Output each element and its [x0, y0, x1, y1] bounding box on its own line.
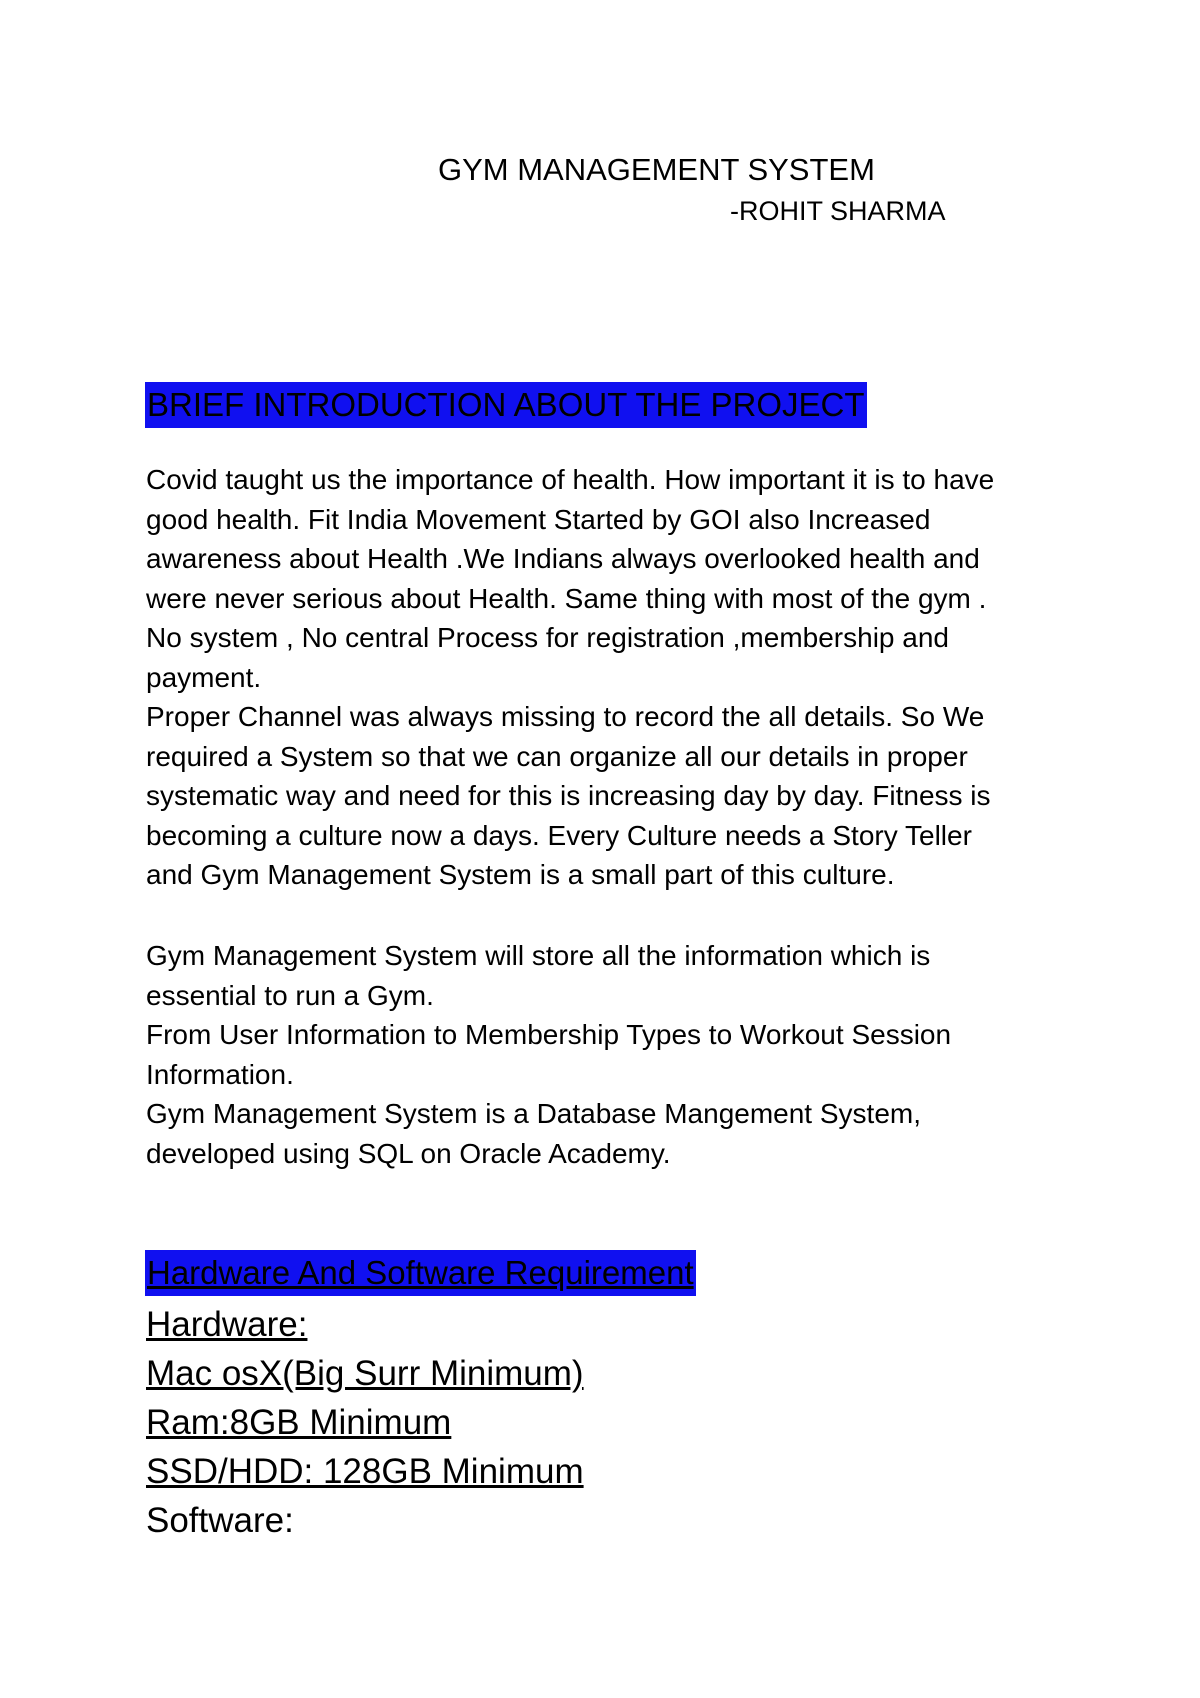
text-line: essential to run a Gym. — [146, 979, 434, 1011]
text-line: required a System so that we can organize all our details in proper — [146, 740, 968, 772]
text-line: Information. — [146, 1058, 294, 1090]
text-line: No system , No central Process for registration ,membership and — [146, 622, 949, 653]
text-line: developed using SQL on Oracle Academy. — [146, 1137, 671, 1169]
text-line: good health. Fit India Movement Started by GOI also Increased — [146, 503, 931, 535]
intro-paragraph — [146, 460, 1076, 895]
text-line: Proper Channel was always missing to record the all details. So We — [146, 701, 985, 732]
text-line: awareness about Health .We Indians always overlooked health and — [146, 543, 980, 574]
text-line: were never serious about Health. Same thing with most of the gym . — [146, 582, 987, 614]
text-line: payment. — [146, 661, 262, 693]
requirement-item: SSD/HDD: 128GB Minimum — [146, 1452, 584, 1491]
intro-heading: BRIEF INTRODUCTION ABOUT THE PROJECT — [145, 382, 867, 428]
document-author: -ROHIT SHARMA — [730, 196, 946, 226]
text-line: and Gym Management System is a small part of this culture. — [146, 859, 895, 890]
text-line: Covid taught us the importance of health. How important it is to have — [146, 464, 995, 495]
text-line: Gym Management System will store all the information which is — [146, 940, 931, 971]
hardware-label: Hardware: — [146, 1305, 308, 1344]
text-line: systematic way and need for this is increasing day by day. Fitness is — [146, 780, 991, 811]
requirements-heading: Hardware And Software Requirement — [145, 1250, 696, 1296]
requirement-item: Mac osX(Big Surr Minimum) — [146, 1354, 584, 1393]
text-line: Gym Management System is a Database Mangement System, — [146, 1098, 921, 1129]
document-title: GYM MANAGEMENT SYSTEM — [438, 152, 875, 187]
requirement-item: Ram:8GB Minimum — [146, 1403, 452, 1442]
text-line: From User Information to Membership Types to Workout Session — [146, 1019, 952, 1050]
software-label: Software: — [146, 1501, 294, 1540]
requirements-list — [146, 1300, 584, 1545]
text-line: becoming a culture now a days. Every Culture needs a Story Teller — [146, 819, 972, 851]
info-paragraph — [146, 936, 1076, 1173]
